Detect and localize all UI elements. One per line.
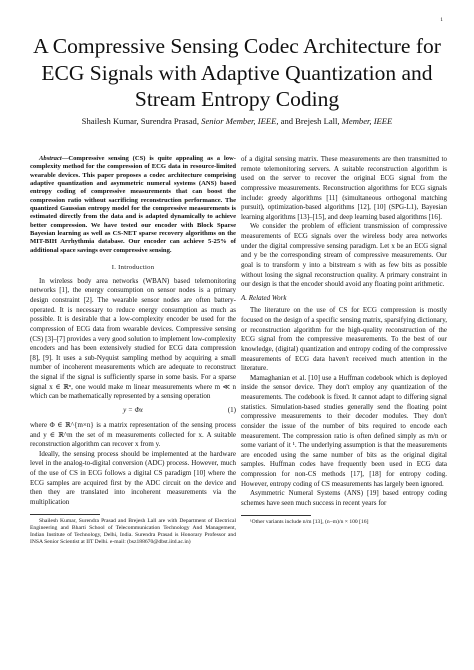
abstract-label: Abstract [39,155,62,162]
abstract-text: —Compressive sensing (CS) is quite appealing as a low-complexity method for the compression of ECG data in resource-limited wearable devices. This paper proposes a codec architecture comprising adaptive quantization and asymmetric numeral systems (ANS) based entropy coding of compressive measurements that can boost the compression ratio without sacrificing reconstruction performance. The quantized Gaussian entropy model for the compressive measurements is estimated directly from the data and is adapted dynamically to achieve better compression. We have tested our encoder with Block Sparse Bayesian learning as well as CS-NET sparse recovery algorithms on the MIT-BIH Arrhythmia database. Our encoder can achieve 5-25% of additional space savings over compressive sensing. [30,155,236,254]
author-line [20,116,454,127]
paper-title: A Compressive Sensing Codec Architecture for ECG Signals with Adaptive Quantization and Stream Entropy Coding [33,34,441,111]
related-work-paragraph-3: Asymmetric Numeral Systems (ANS) [19] based entropy coding schemes have seen much success in recent years for [241,489,447,507]
related-work-paragraph-1: The literature on the use of CS for ECG compression is mostly focused on the design of a specific sensing matrix, sparsifying dictionary, or reconstruction algorithm for the high-quality reconstruction of the ECG signal from the compressive measurements. To the best of our knowledge, (digital) quantization and entropy coding of the compressive measurements of ECG data haven't received much attention in the literature. [241,306,447,373]
right-paragraph-1: of a digital sensing matrix. These measurements are then transmitted to remote telemonitoring servers. A suitable reconstruction algorithm is used on the server to recover the original ECG signal from the compressive measurements. Reconstruction algorithms for ECG signals include: greedy algorithms [11] (simultaneous orthogonal matching pursuit), optimization-based algorithms [12], [10] (SPG-L1), Bayesian learning algorithms [13]–[15], and deep learning based algorithms [16]. [241,155,447,221]
author-names-2: , and Brejesh Lall, [276,116,342,126]
equation-number: (1) [227,405,236,414]
page-number: 1 [440,17,443,23]
footnote-divider-right [241,515,311,516]
footnote-1: ¹Other variants include n/m [13], (n−m)/n × 100 [16] [250,518,369,525]
related-work-paragraph-2: Mamaghanian et al. [10] use a Huffman codebook which is deployed inside the sensor device. They don't employ any quantization of the measurements. The codebook is fixed. It cannot adapt to differing signal statistics. Simulation-based studies generally send the floating point compressive measurements to their decoder modules. They don't consider the issue of the number of bits required to encode each measurement. The compression ratio is often defined simply as m/n or some variant of it ¹. The underlying assumption is that the measurements are encoded using the same number of bits as the original digital samples. Huffman codes have frequently been used in ECG data compression for non-CS methods [17], [18] for entropy coding. However, entropy coding of CS measurements has largely been ignored. [241,373,447,488]
abstract [30,155,236,255]
author-names-1: Shailesh Kumar, Surendra Prasad, [81,116,202,126]
subsection-heading-related-work: A. Related Work [241,293,287,302]
left-column [30,155,236,546]
right-paragraph-2: We consider the problem of efficient transmission of compressive measurements of ECG signals over the wireless body area networks under the digital compressive sensing paradigm. Let x be an ECG signal and y be the corresponding stream of compressive measurements. Our goal is to transform y into a bitstream s with as few bits as possible without losing the signal reconstruction quality. A primary constraint in our design is that the encoder should avoid any floating point arithmetic. [241,222,447,289]
author-role-1: Senior Member, IEEE [201,116,277,126]
author-role-2: Member, IEEE [341,116,393,126]
section-heading-introduction: I. Introduction [111,264,155,272]
affiliation-footnote: Shailesh Kumar, Surendra Prasad and Brejesh Lall are with Department of Electrical Engineering and Bharti School of Telecommunication Technology And Management, Indian Institute of Technology, Delhi, India. Surendra Prasad is Honorary Professor and INSA Senior Scientist at IIT Delhi. e-mail: (bsz188670@dbst.iitd.ac.in) [30,517,236,546]
intro-paragraph-3: Ideally, the sensing process should be implemented at the hardware level in the analog-to-digital conversion (ADC) process. However, much of the use of CS in ECG follows a digital CS paradigm [10] where the ECG samples are acquired first by the ADC circuit on the device and then they are translated into incoherent measurements via the multiplication [30,449,236,506]
equation-body: y = Φx [123,405,143,414]
footnote-divider [30,514,100,515]
equation-1 [30,406,236,416]
intro-paragraph-2: where Φ ∈ ℝ^{m×n} is a matrix representation of the sensing process and y ∈ ℝ^m the set of m measurements collected for x. A suitable reconstruction algorithm can recover x from y. [30,420,236,449]
intro-paragraph-1: In wireless body area networks (WBAN) based telemonitoring networks [1], the energy consumption on sensor nodes is a primary design constraint [2]. The wearable sensor nodes are often battery-operated. It is necessary to reduce energy consumption as much as possible. It is desirable that a low-complexity encoder be used for the compression of ECG data from wearable devices. Compressive sensing (CS) [3]–[7] provides a very good solution to implement low-complexity encoders and has been extensively studied for ECG data compression [8], [9]. It uses a sub-Nyquist sampling method by acquiring a small number of incoherent measurements which are adequate to reconstruct the signal if the signal is sufficiently sparse in some basis. For a sparse signal x ∈ ℝⁿ, one would make m linear measurements where m ≪ n which can be mathematically represented by a sensing operation [30,276,236,401]
right-column [241,155,447,526]
